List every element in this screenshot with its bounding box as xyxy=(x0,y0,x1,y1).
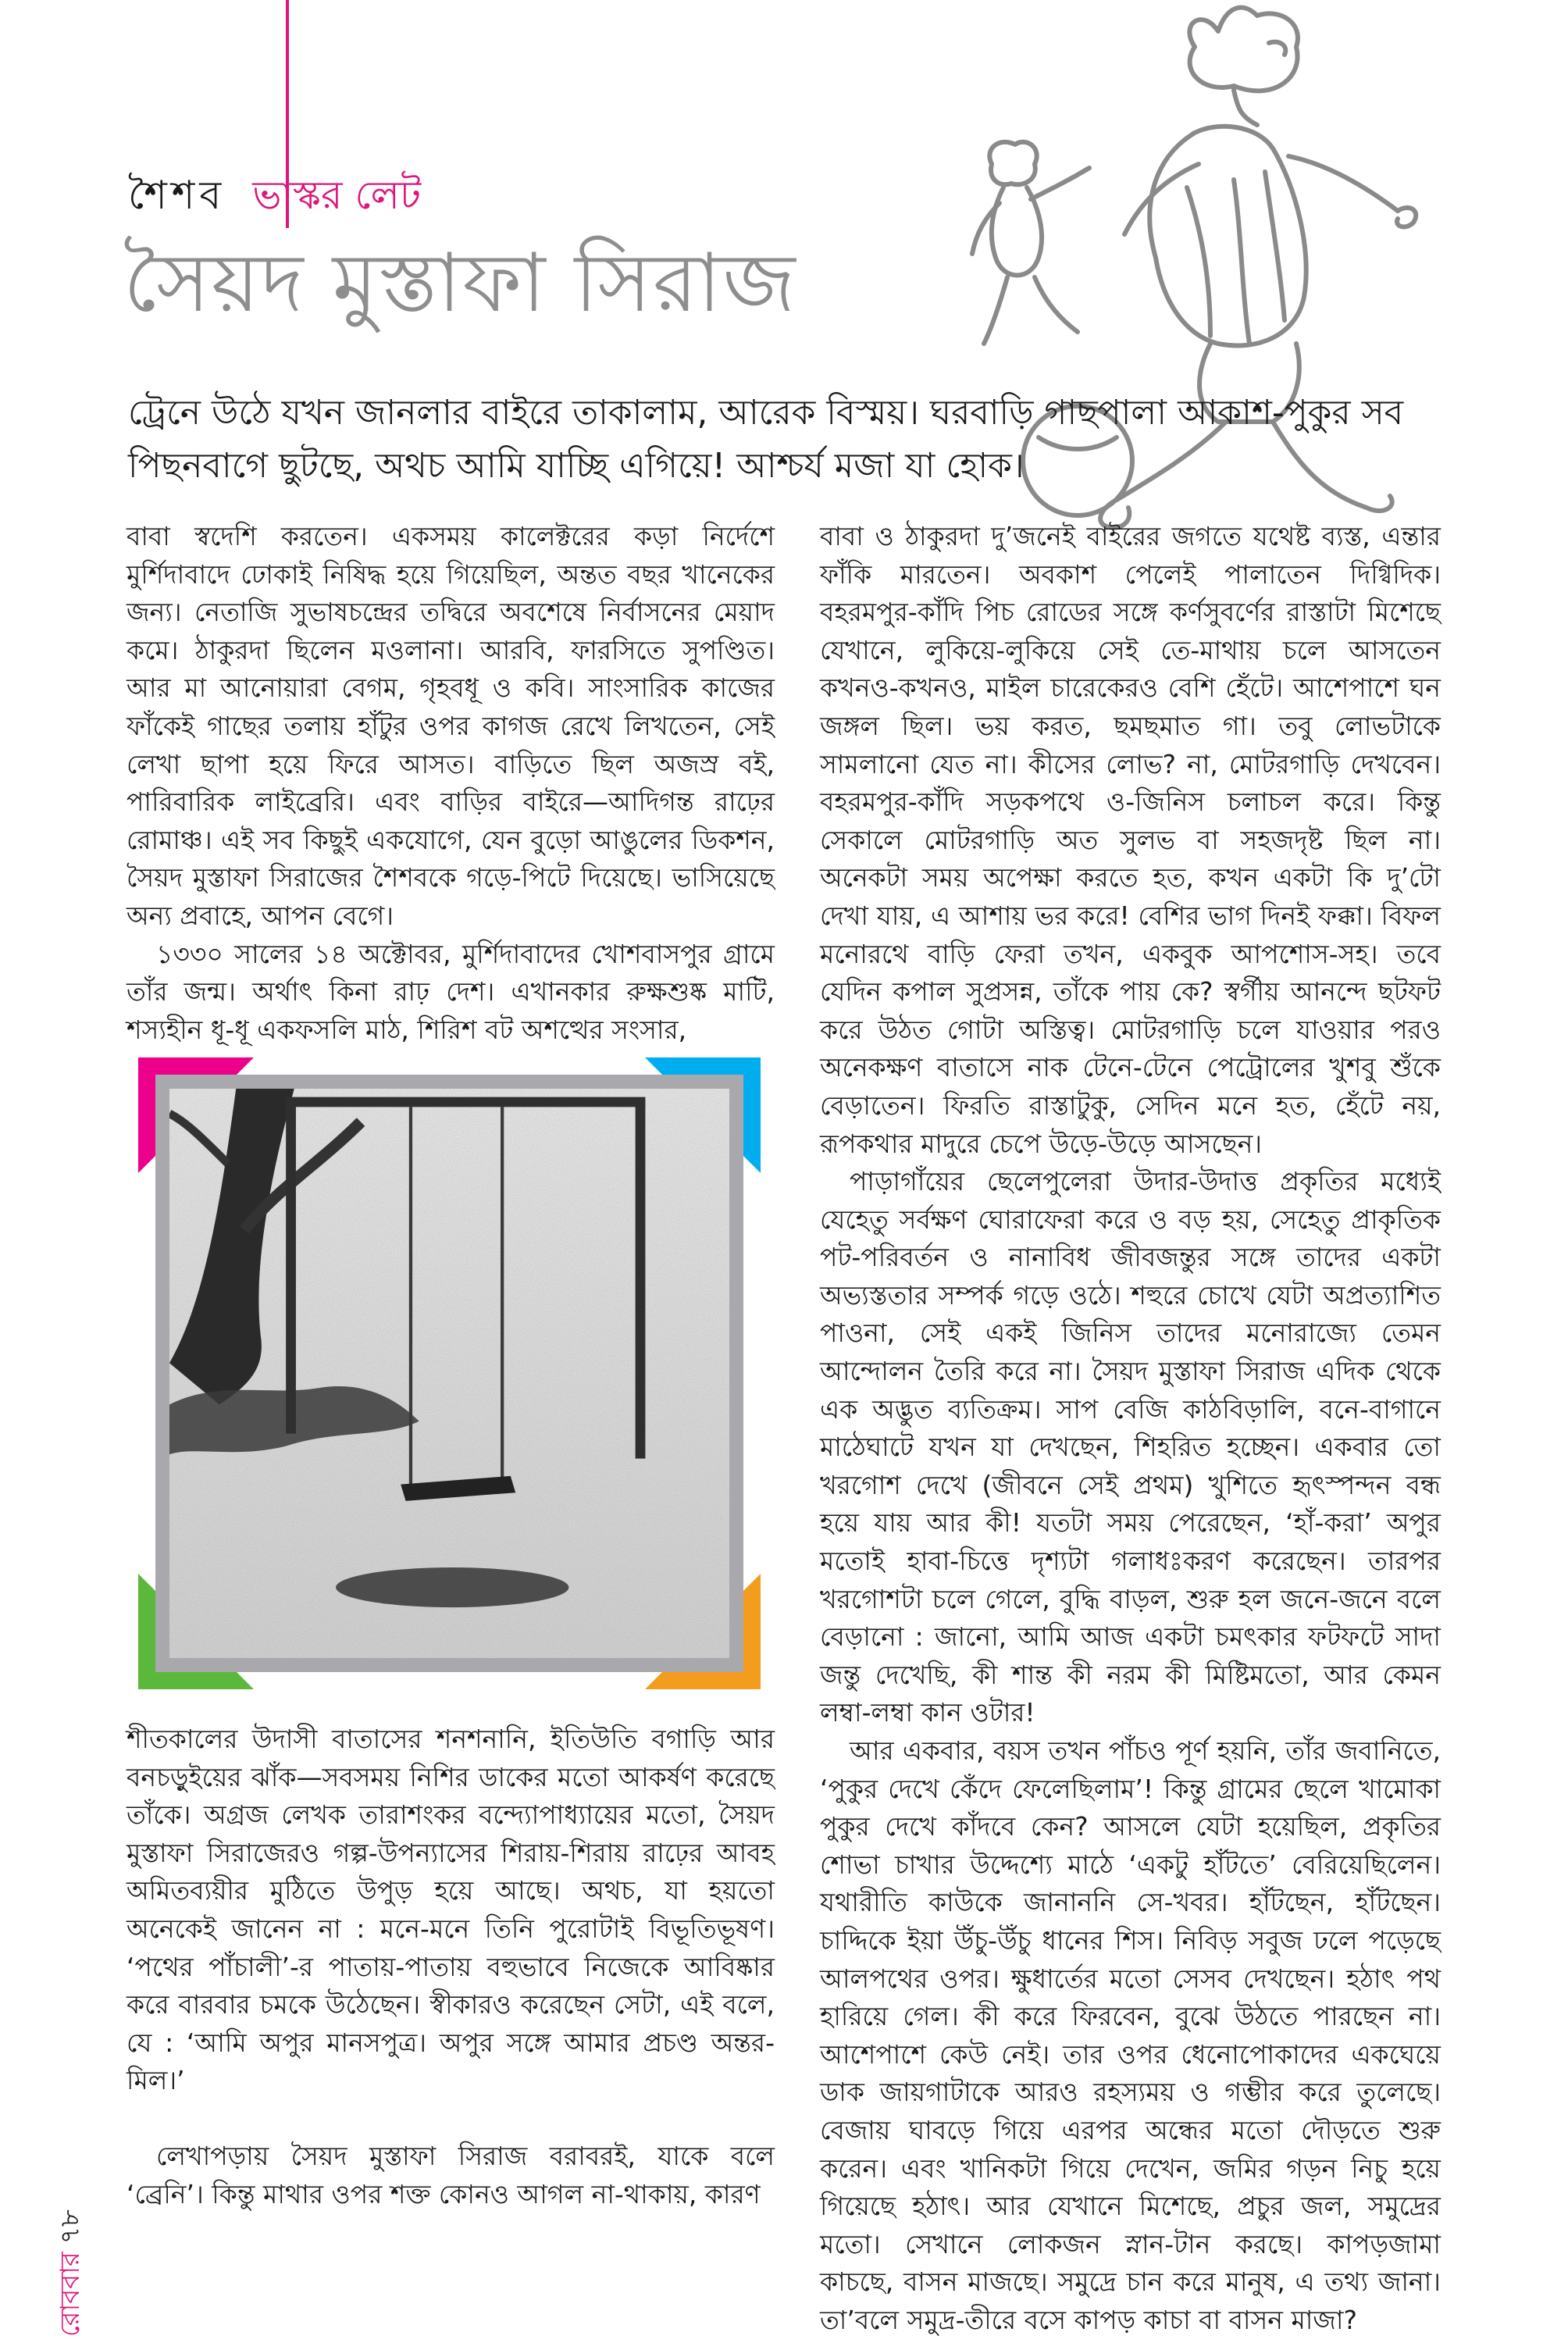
paragraph: শীতকালের উদাসী বাতাসের শনশনানি, ইতিউতি বগাড়ি আর বনচড়ুইয়ের ঝাঁক—সবসময় নিশির ডাকের মতো আকর্ষণ করেছে তাঁকে। অগ্রজ লেখক তারাশংকর বন্দ্যোপাধ্যায়ের মতো, সৈয়দ মুস্তাফা সিরাজেরও গল্প-উপন্যাসের শিরায়-শিরায় রাঢ়ের আবহ অমিতব্যয়ীর মুঠিতে উপুড় হয়ে আছে। অথচ, যা হয়তো অনেকেই জানেন না : মনে-মনে তিনি পুরোটাই বিভূতিভূষণ। ‘পথের পাঁচালী’-র পাতায়-পাতায় বহুভাবে নিজেকে আবিষ্কার করে বারবার চমকে উঠেছেন। স্বীকারও করেছেন সেটা, এই বলে, যে : ‘আমি অপুর মানসপুত্র। অপুর সঙ্গে আমার প্রচণ্ড অন্তর-মিল।’ xyxy=(127,1724,775,2096)
paragraph: বাবা ও ঠাকুরদা দু’জনেই বাইরের জগতে যথেষ্ট ব্যস্ত, এন্তার ফাঁকি মারতেন। অবকাশ পেলেই পালাতেন দিগ্বিদিক। বহরমপুর-কাঁদি পিচ রোডের সঙ্গে কর্ণসুবর্ণের রাস্তাটা মিশেছে যেখানে, লুকিয়ে-লুকিয়ে সেই তে-মাথায় চলে আসতেন কখনও-কখনও, মাইল চারেকেরও বেশি হেঁটে। আশেপাশে ঘন জঙ্গল ছিল। ভয় করত, ছমছমাত গা। তবু লোভটাকে সামলানো যেত না। কীসের লোভ? না, মোটরগাড়ি দেখবেন। বহরমপুর-কাঁদি সড়কপথে ও-জিনিস চলাচল করে। কিন্তু সেকালে মোটরগাড়ি অত সুলভ বা সহজদৃষ্ট ছিল না। অনেকটা সময় অপেক্ষা করতে হত, কখন একটা কি দু’টো দেখা যায়, এ আশায় ভর করে! বেশির ভাগ দিনই ফক্কা। বিফল মনোরথে বাড়ি ফেরা তখন, একবুক আপশোস-সহ। তবে যেদিন কপাল সুপ্রসন্ন, তাঁকে পায় কে? স্বর্গীয় আনন্দে ছটফট করে উঠত গোটা অস্তিত্ব। মোটরগাড়ি চলে যাওয়ার পরও অনেকক্ষণ বাতাসে নাক টেনে-টেনে পেট্রোলের খুশবু শুঁকে বেড়াতেন। ফিরতি রাস্তাটুকু, সেদিন মনে হত, হেঁটে নয়, রূপকথার মাদুরে চেপে উড়ে-উড়ে আসছেন। xyxy=(820,521,1441,1159)
paragraph: লেখাপড়ায় সৈয়দ মুস্তাফা সিরাজ বরাবরই, যাকে বলে ‘ব্রেনি’। কিন্তু মাথার ওপর শক্ত কোনও আগল না-থাকায়, কারণ xyxy=(127,2140,775,2209)
swing-photo xyxy=(169,1089,729,1658)
column-2 xyxy=(820,518,1441,2340)
swing-photo-frame xyxy=(138,1057,761,1689)
page-folio xyxy=(50,2209,94,2337)
paragraph: আর একবার, বয়স তখন পাঁচও পূর্ণ হয়নি, তাঁর জবানিতে, ‘পুকুর দেখে কেঁদে ফেলেছিলাম’! কিন্তু গ্রামের ছেলে খামোকা পুকুর দেখে কাঁদবে কেন? আসলে যেটা হয়েছিল, প্রকৃতির শোভা চাখার উদ্দেশ্যে মাঠে ‘একটু হাঁটতে’ বেরিয়েছিলেন। যথারীতি কাউকে জানাননি সে-খবর। হাঁটছেন, হাঁটছেন। চাদ্দিকে ইয়া উঁচু-উঁচু ধানের শিস। নিবিড় সবুজ ঢলে পড়েছে আলপথের ওপর। ক্ষুধার্তের মতো সেসব দেখছেন। হঠাৎ পথ হারিয়ে গেল। কী করে ফিরবেন, বুঝে উঠতে পারছেন না। আশেপাশে কেউ নেই। তার ওপর ধেনোপোকাদের একঘেয়ে ডাক জায়গাটাকে আরও রহস্যময় ও গম্ভীর করে তুলেছে। বেজায় ঘাবড়ে গিয়ে এরপর অন্ধের মতো দৌড়তে শুরু করেন। এবং খানিকটা গিয়ে দেখেন, জমির গড়ন নিচু হয়ে গিয়েছে হঠাৎ। আর যেখানে মিশেছে, প্রচুর জল, সমুদ্রের মতো। সেখানে লোকজন স্নান-টান করছে। কাপড়জামা কাচছে, বাসন মাজছে। সমুদ্রে চান করে মানুষ, এ তথ্য জানা। তা’বলে সমুদ্র-তীরে বসে কাপড় কাচা বা বাসন মাজা? xyxy=(820,1735,1441,2335)
lead-line-2: পিছনবাগে ছুটছে, অথচ আমি যাচ্ছি এগিয়ে! আশ্চর্য মজা যা হোক। xyxy=(128,446,1025,486)
magazine-name: রোববার xyxy=(55,2252,86,2337)
paragraph: পাড়াগাঁয়ের ছেলেপুলেরা উদার-উদাত্ত প্রকৃতির মধ্যেই যেহেতু সর্বক্ষণ ঘোরাফেরা করে ও বড় হয়, সেহেতু প্রাকৃতিক পট-পরিবর্তন ও নানাবিধ জীবজন্তুর সঙ্গে তাদের একটা অভ্যস্ততার সম্পর্ক গড়ে ওঠে। শহুরে চোখে যেটা অপ্রত্যাশিত পাওনা, সেই একই জিনিস তাদের মনোরাজ্যে তেমন আন্দোলন তৈরি করে না। সৈয়দ মুস্তাফা সিরাজ এদিক থেকে এক অদ্ভুত ব্যতিক্রম। সাপ বেজি কাঠবিড়ালি, বনে-বাগানে মাঠেঘাটে যখন যা দেখছেন, শিহরিত হচ্ছেন। একবার তো খরগোশ দেখে (জীবনে সেই প্রথম) খুশিতে হৃৎস্পন্দন বন্ধ হয়ে যায় আর কী! যতটা সময় পেরেছেন, ‘হাঁ-করা’ অপুর মতোই হাবা-চিত্তে দৃশ্যটা গলাধঃকরণ করেছেন। তারপর খরগোশটা চলে গেলে, বুদ্ধি বাড়ল, শুরু হল জনে-জনে বলে বেড়ানো : জানো, আমি আজ একটা চমৎকার ফটফটে সাদা জন্তু দেখেছি, কী শান্ত কী নরম কী মিষ্টিমতো, আর কেমন লম্বা-লম্বা কান ওটার! xyxy=(820,1166,1441,1728)
lead-line-1: ট্রেনে উঠে যখন জানলার বাইরে তাকালাম, আরেক বিস্ময়। ঘরবাড়ি গাছপালা আকাশ-পুকুর সব xyxy=(128,393,1404,433)
paragraph: বাবা স্বদেশি করতেন। একসময় কালেক্টরের কড়া নির্দেশে মুর্শিদাবাদে ঢোকাই নিষিদ্ধ হয়ে গিয়েছিল, অন্তত বছর খানেকের জন্য। নেতাজি সুভাষচন্দ্রের তদ্বিরে অবশেষে নির্বাসনের মেয়াদ কমে। ঠাকুরদা ছিলেন মওলানা। আরবি, ফারসিতে সুপণ্ডিত। আর মা আনোয়ারা বেগম, গৃহবধূ ও কবি। সাংসারিক কাজের ফাঁকেই গাছের তলায় হাঁটুর ওপর কাগজ রেখে লিখতেন, সেই লেখা ছাপা হয়ে ফিরে আসত। বাড়িতে ছিল অজস্র বই, পারিবারিক লাইব্রেরি। এবং বাড়ির বাইরে—আদিগন্ত রাঢ়ের রোমাঞ্চ। এই সব কিছুই একযোগে, যেন বুড়ো আঙুলের ডিকশন, সৈয়দ মুস্তাফা সিরাজের শৈশবকে গড়ে-পিটে দিয়েছে। ভাসিয়েছে অন্য প্রবাহে, আপন বেগে। xyxy=(127,521,775,931)
lead-paragraph xyxy=(128,387,1424,493)
page-number: ৭৮ xyxy=(55,2209,86,2245)
column-1-bottom xyxy=(127,1721,775,2213)
paragraph: ১৩৩০ সালের ১৪ অক্টোবর, মুর্শিদাবাদের খোশবাসপুর গ্রামে তাঁর জন্ম। অর্থাৎ কিনা রাঢ় দেশ। এখানকার রুক্ষশুষ্ক মাটি, শস্যহীন ধূ-ধূ একফসলি মাঠ, শিরিশ বট অশত্থের সংসার, xyxy=(127,938,775,1045)
column-1-top xyxy=(127,518,775,1049)
section-label: শৈশব xyxy=(128,173,226,218)
article-title: সৈয়দ মুস্তাফা সিরাজ xyxy=(123,235,797,330)
header-kicker xyxy=(128,173,422,218)
author-name: ভাস্কর লেট xyxy=(252,173,422,218)
